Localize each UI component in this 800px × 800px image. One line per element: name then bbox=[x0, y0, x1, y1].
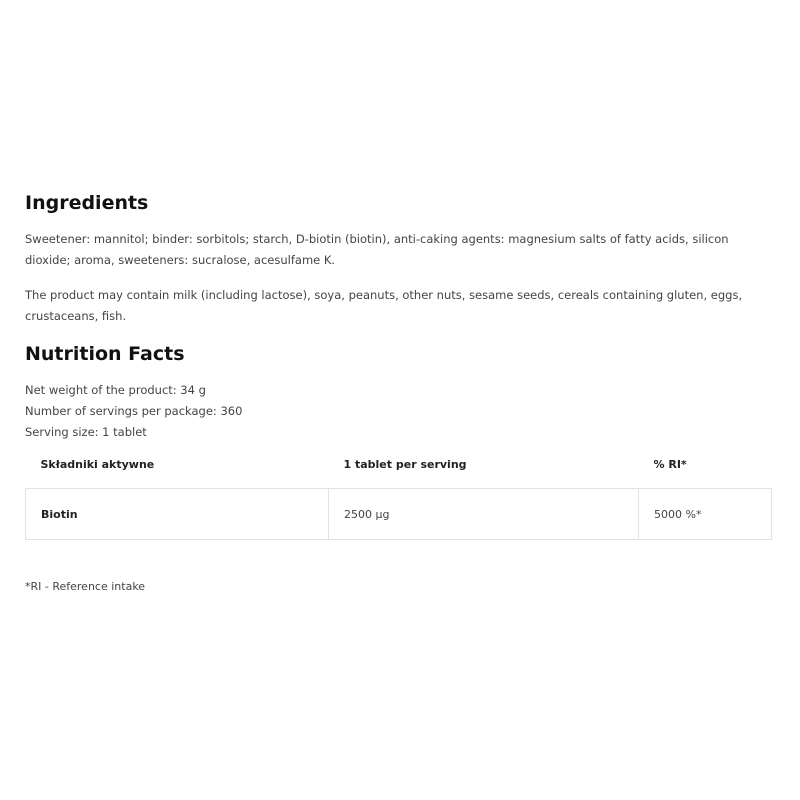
nutrition-facts-heading: Nutrition Facts bbox=[25, 343, 185, 365]
ingredient-amount: 2500 µg bbox=[329, 489, 639, 540]
header-ri: % RI* bbox=[653, 458, 687, 471]
allergen-text: The product may contain milk (including lactose), soya, peanuts, other nuts, sesame seeds, cereals containing gluten, eggs, crustaceans, fish. bbox=[25, 288, 743, 323]
ingredient-ri: 5000 %* bbox=[639, 489, 772, 540]
ingredients-text: Sweetener: mannitol; binder: sorbitols; starch, D-biotin (biotin), anti-caking agents: magnesium salts of fatty acids, silicon dioxide; aroma, sweeteners: sucralose, acesulfame K. bbox=[25, 232, 729, 267]
header-per-serving: 1 tablet per serving bbox=[343, 458, 467, 471]
ingredients-heading: Ingredients bbox=[25, 192, 149, 214]
header-active-ingredients: Składniki aktywne bbox=[40, 458, 155, 471]
ri-footnote: *RI - Reference intake bbox=[25, 580, 146, 593]
nutrition-table bbox=[25, 458, 772, 540]
product-description bbox=[25, 190, 773, 595]
ingredient-name: Biotin bbox=[26, 489, 329, 540]
net-weight: Net weight of the product: 34 g bbox=[25, 383, 206, 397]
table-row bbox=[26, 489, 772, 540]
servings-per-package: Number of servings per package: 360 bbox=[25, 404, 243, 418]
table-header-row bbox=[26, 458, 772, 489]
serving-size: Serving size: 1 tablet bbox=[25, 425, 147, 439]
